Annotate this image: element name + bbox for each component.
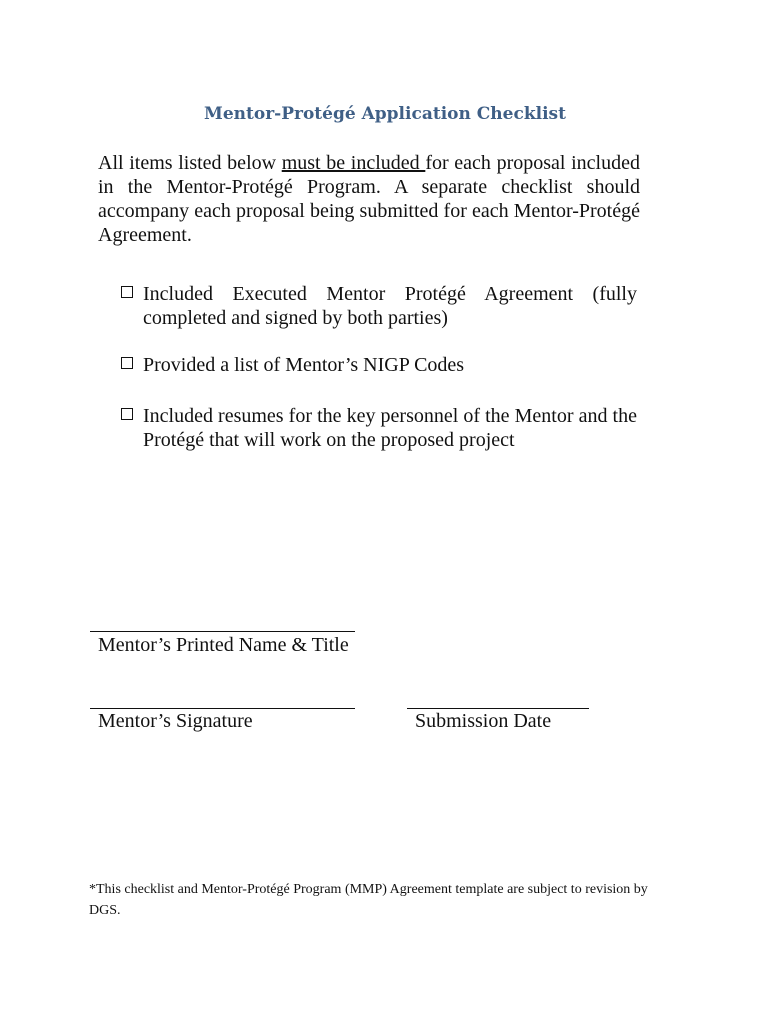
intro-text-underlined: must be included	[281, 152, 426, 174]
footnote: *This checklist and Mentor-Protégé Program (MMP) Agreement template are subject to revision by DGS.	[89, 882, 648, 918]
intro-text-before: All items listed below	[98, 152, 282, 174]
printed-name-label: Mentor’s Printed Name & Title	[98, 634, 349, 656]
intro-paragraph	[98, 151, 640, 247]
checkbox[interactable]	[121, 286, 133, 298]
checklist-item-label: Provided a list of Mentor’s NIGP Codes	[143, 354, 465, 376]
checklist-item	[121, 404, 637, 452]
submission-date-label: Submission Date	[415, 710, 552, 732]
checklist-item-label: Included resumes for the key personnel of the Mentor and the Protégé that will work on the proposed project	[143, 405, 637, 451]
intro-text-after: for each proposal included in the Mentor-Protégé Program. A separate checklist should accompany each proposal being submitted for each Mentor-Protégé Agreement.	[98, 152, 640, 246]
signature-label: Mentor’s Signature	[98, 710, 253, 732]
checkbox[interactable]	[121, 357, 133, 369]
checklist-item	[121, 353, 637, 377]
page-title: Mentor-Protégé Application Checklist	[204, 104, 566, 124]
checklist-item	[121, 282, 637, 330]
printed-name-line[interactable]	[90, 631, 355, 632]
checkbox[interactable]	[121, 408, 133, 420]
checklist-item-label: Included Executed Mentor Protégé Agreement (fully completed and signed by both parties)	[143, 283, 637, 329]
